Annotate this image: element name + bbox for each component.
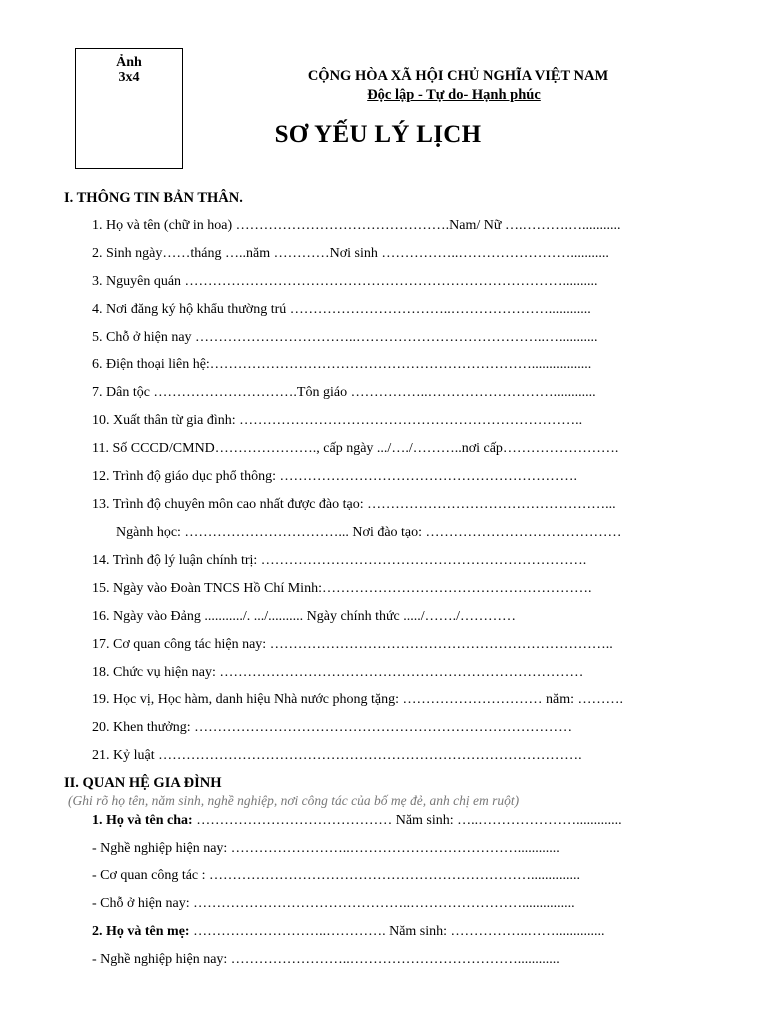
form-line-id-card: 11. Số CCCD/CMND…………………., cấp ngày .../…./………..nơi cấp……………………. bbox=[92, 441, 619, 456]
father-name-label: 1. Họ và tên cha: bbox=[92, 813, 193, 828]
national-motto: Độc lập - Tự do- Hạnh phúc bbox=[367, 87, 541, 103]
form-line-father-residence: - Chỗ ở hiện nay: ………………………………………..……………………............... bbox=[92, 896, 575, 911]
form-line-major: Ngành học: ……………………………... Nơi đào tạo: …………………………………… bbox=[116, 525, 622, 540]
form-line-birth: 2. Sinh ngày……tháng …..năm …………Nơi sinh ……………..……………………........... bbox=[92, 246, 609, 261]
form-line-father-name bbox=[92, 813, 712, 829]
form-line-workplace: 17. Cơ quan công tác hiện nay: ……………………………………………………………….. bbox=[92, 637, 613, 652]
form-line-degrees: 19. Học vị, Học hàm, danh hiệu Nhà nước phong tặng: ………………………… năm: ………. bbox=[92, 692, 623, 707]
form-line-discipline: 21. Kỷ luật ………………………………………………………………………………. bbox=[92, 748, 582, 763]
form-line-party-date: 16. Ngày vào Đảng .........../. .../.......... Ngày chính thức ...../……./………… bbox=[92, 609, 517, 624]
form-line-general-education: 12. Trình độ giáo dục phổ thông: ………………………………………………………. bbox=[92, 469, 577, 484]
form-line-registered-address: 4. Nơi đăng ký hộ khẩu thường trú ……………………………..…………………............ bbox=[92, 302, 591, 317]
form-line-father-workplace: - Cơ quan công tác : …………………………………………………………….............. bbox=[92, 868, 581, 883]
form-line-mother-name bbox=[92, 924, 712, 940]
father-name-blank: …………………………………… Năm sinh: …..…………………............. bbox=[192, 813, 622, 828]
form-line-political-theory: 14. Trình độ lý luận chính trị: ……………………………………………………………. bbox=[92, 553, 587, 568]
form-line-mother-job: - Nghề nghiệp hiện nay: ……………………..………………………………............ bbox=[92, 952, 560, 967]
form-line-family-origin: 10. Xuất thân từ gia đình: ……………………………………………………………….. bbox=[92, 413, 583, 428]
section-2-title: II. QUAN HỆ GIA ĐÌNH bbox=[64, 775, 222, 791]
form-line-rewards: 20. Khen thưởng: ……………………………………………………………………… bbox=[92, 720, 573, 735]
photo-label: Ảnh bbox=[116, 55, 142, 70]
country-name: CỘNG HÒA XÃ HỘI CHỦ NGHĨA VIỆT NAM bbox=[307, 68, 609, 84]
form-line-youth-union-date: 15. Ngày vào Đoàn TNCS Hồ Chí Minh:…………………………………………………. bbox=[92, 581, 592, 596]
form-line-hometown: 3. Nguyên quán ……………………………………………………………………….......... bbox=[92, 274, 598, 289]
mother-name-blank: ………………………..…………. Năm sinh: ……………..…….............. bbox=[189, 924, 605, 939]
photo-size: 3x4 bbox=[118, 70, 140, 85]
mother-name-label: 2. Họ và tên mẹ: bbox=[92, 924, 190, 939]
form-line-phone: 6. Điện thoại liên hệ:……………………………………………………………................. bbox=[92, 357, 592, 372]
form-line-position: 18. Chức vụ hiện nay: …………………………………………………………………… bbox=[92, 665, 584, 680]
photo-placeholder bbox=[75, 48, 183, 169]
form-line-full-name: 1. Họ và tên (chữ in hoa) ……………………………………….Nam/ Nữ ….……….…........... bbox=[92, 218, 621, 233]
form-line-father-job: - Nghề nghiệp hiện nay: ……………………..………………………………............ bbox=[92, 841, 560, 856]
section-2-note: (Ghi rõ họ tên, năm sinh, nghề nghiệp, nơi công tác của bố mẹ đẻ, anh chị em ruột) bbox=[68, 793, 520, 808]
section-1-title: I. THÔNG TIN BẢN THÂN. bbox=[64, 190, 243, 206]
document-title: SƠ YẾU LÝ LỊCH bbox=[274, 121, 482, 148]
form-line-current-address: 5. Chỗ ở hiện nay ……………………………..…………………………………..…........... bbox=[92, 330, 598, 345]
form-line-professional-level: 13. Trình độ chuyên môn cao nhất được đào tạo: ……………………………………………... bbox=[92, 497, 616, 512]
form-line-ethnicity-religion: 7. Dân tộc ………………………….Tôn giáo ……………..………………………............ bbox=[92, 385, 596, 400]
